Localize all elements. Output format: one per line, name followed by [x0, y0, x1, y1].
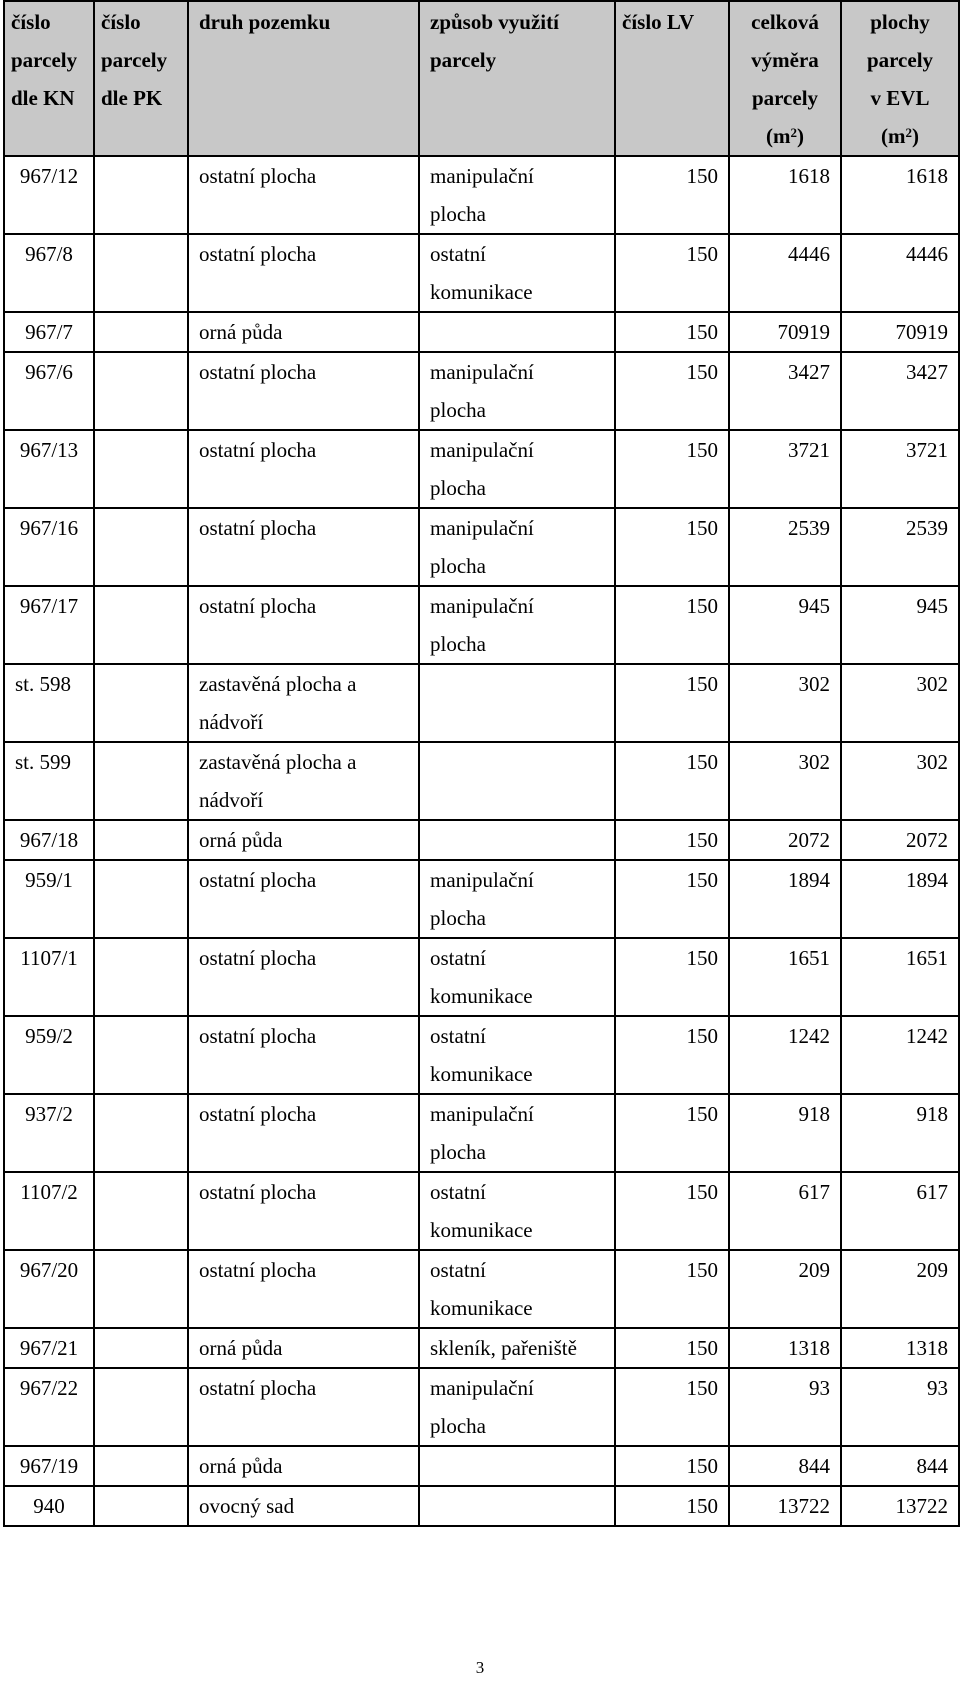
header-text: plochy	[870, 10, 930, 34]
cell-evl: 617	[841, 1172, 959, 1250]
header-unit	[848, 117, 952, 155]
cell-zpusob	[419, 1016, 615, 1094]
cell-line: plocha	[430, 632, 486, 656]
cell-zpusob	[419, 508, 615, 586]
cell-evl: 918	[841, 1094, 959, 1172]
cell-parcel-pk	[94, 1250, 188, 1328]
cell-vymera: 1651	[729, 938, 841, 1016]
cell-line: komunikace	[430, 984, 533, 1008]
cell-lv: 150	[615, 860, 729, 938]
cell-druh	[188, 938, 419, 1016]
table-row	[4, 664, 959, 742]
cell-vymera: 918	[729, 1094, 841, 1172]
cell-line: plocha	[430, 202, 486, 226]
cell-evl: 70919	[841, 312, 959, 352]
cell-zpusob	[419, 1486, 615, 1526]
header-text: dle PK	[101, 86, 163, 110]
cell-druh	[188, 430, 419, 508]
cell-lv: 150	[615, 1486, 729, 1526]
cell-evl: 302	[841, 664, 959, 742]
table-row	[4, 234, 959, 312]
cell-parcel-pk	[94, 664, 188, 742]
cell-lv: 150	[615, 352, 729, 430]
cell-parcel-pk	[94, 234, 188, 312]
cell-parcel-kn: 937/2	[4, 1094, 94, 1172]
table-row	[4, 1446, 959, 1486]
unit-close: )	[912, 124, 919, 148]
header-text: celková	[751, 10, 819, 34]
cell-line: plocha	[430, 398, 486, 422]
cell-parcel-kn: 967/13	[4, 430, 94, 508]
cell-parcel-pk	[94, 860, 188, 938]
cell-line: komunikace	[430, 1218, 533, 1242]
cell-druh	[188, 312, 419, 352]
cell-druh	[188, 1172, 419, 1250]
cell-vymera: 1318	[729, 1328, 841, 1368]
cell-evl: 1894	[841, 860, 959, 938]
cell-line: ostatní plocha	[199, 242, 317, 266]
cell-lv: 150	[615, 1094, 729, 1172]
cell-line: komunikace	[430, 1062, 533, 1086]
header-text: dle KN	[11, 86, 75, 110]
cell-parcel-kn: 1107/1	[4, 938, 94, 1016]
cell-line: ostatní plocha	[199, 868, 317, 892]
cell-parcel-pk	[94, 586, 188, 664]
header-parcel-kn	[4, 1, 94, 156]
cell-line: ostatní	[430, 946, 486, 970]
cell-parcel-kn: st. 599	[4, 742, 94, 820]
cell-parcel-pk	[94, 1172, 188, 1250]
cell-line: ostatní plocha	[199, 946, 317, 970]
header-text: parcely	[11, 48, 78, 72]
cell-line: ostatní plocha	[199, 516, 317, 540]
cell-lv: 150	[615, 1368, 729, 1446]
cell-line: plocha	[430, 906, 486, 930]
table-row	[4, 742, 959, 820]
cell-line: ostatní	[430, 1024, 486, 1048]
cell-line: komunikace	[430, 280, 533, 304]
cell-parcel-kn: 967/19	[4, 1446, 94, 1486]
cell-line: ostatní plocha	[199, 438, 317, 462]
cell-vymera: 70919	[729, 312, 841, 352]
cell-druh	[188, 586, 419, 664]
table-row	[4, 586, 959, 664]
cell-lv: 150	[615, 430, 729, 508]
cell-druh	[188, 1016, 419, 1094]
header-parcel-pk	[94, 1, 188, 156]
cell-parcel-kn: 967/7	[4, 312, 94, 352]
header-text: parcely	[101, 48, 168, 72]
cell-line: orná půda	[199, 828, 283, 852]
cell-zpusob	[419, 156, 615, 234]
cell-druh	[188, 352, 419, 430]
cell-line: orná půda	[199, 1336, 283, 1360]
cell-line: ostatní plocha	[199, 1376, 317, 1400]
cell-parcel-kn: 959/1	[4, 860, 94, 938]
header-text: v EVL	[870, 86, 930, 110]
table-row	[4, 156, 959, 234]
header-text: parcely	[430, 48, 497, 72]
cell-line: ostatní plocha	[199, 1024, 317, 1048]
cell-line: ostatní	[430, 242, 486, 266]
header-zpusob-vyuziti	[419, 1, 615, 156]
header-druh-pozemku	[188, 1, 419, 156]
cell-lv: 150	[615, 1446, 729, 1486]
unit-base: (m	[766, 124, 791, 148]
cell-vymera: 302	[729, 664, 841, 742]
cell-line: manipulační	[430, 1102, 534, 1126]
cell-line: ostatní	[430, 1258, 486, 1282]
header-text: výměra	[751, 48, 819, 72]
cell-vymera: 617	[729, 1172, 841, 1250]
cell-zpusob	[419, 1094, 615, 1172]
cell-parcel-pk	[94, 1328, 188, 1368]
cell-zpusob	[419, 586, 615, 664]
cell-druh	[188, 860, 419, 938]
cell-line: orná půda	[199, 320, 283, 344]
cell-line: orná půda	[199, 1454, 283, 1478]
unit-exponent: 2	[790, 125, 797, 140]
page-number: 3	[475, 1658, 485, 1677]
cell-line: ostatní plocha	[199, 594, 317, 618]
cell-lv: 150	[615, 664, 729, 742]
table-row	[4, 820, 959, 860]
table-row	[4, 352, 959, 430]
cell-vymera: 2539	[729, 508, 841, 586]
cell-parcel-pk	[94, 1368, 188, 1446]
cell-parcel-pk	[94, 742, 188, 820]
cell-evl: 4446	[841, 234, 959, 312]
cell-line: ovocný sad	[199, 1494, 295, 1518]
cell-lv: 150	[615, 1250, 729, 1328]
cell-druh	[188, 742, 419, 820]
cell-line: manipulační	[430, 594, 534, 618]
cell-zpusob	[419, 1172, 615, 1250]
table-row	[4, 508, 959, 586]
cell-parcel-pk	[94, 820, 188, 860]
cell-parcel-pk	[94, 1486, 188, 1526]
cell-zpusob	[419, 938, 615, 1016]
table-body	[4, 156, 959, 1526]
cell-vymera: 13722	[729, 1486, 841, 1526]
cell-zpusob	[419, 1328, 615, 1368]
header-text: parcely	[866, 48, 934, 72]
cell-parcel-kn: 967/12	[4, 156, 94, 234]
cell-evl: 13722	[841, 1486, 959, 1526]
header-text: číslo	[101, 10, 141, 34]
cell-parcel-pk	[94, 430, 188, 508]
cell-parcel-pk	[94, 1446, 188, 1486]
table-header-row	[4, 1, 959, 156]
cell-evl: 2072	[841, 820, 959, 860]
cell-line: zastavěná plocha a	[199, 750, 357, 774]
cell-evl: 3427	[841, 352, 959, 430]
header-text: parcely	[751, 86, 819, 110]
cell-druh	[188, 664, 419, 742]
cell-druh	[188, 508, 419, 586]
cell-parcel-kn: 967/8	[4, 234, 94, 312]
cell-druh	[188, 156, 419, 234]
cell-lv: 150	[615, 234, 729, 312]
cell-zpusob	[419, 430, 615, 508]
cell-evl: 3721	[841, 430, 959, 508]
table-row	[4, 312, 959, 352]
cell-vymera: 209	[729, 1250, 841, 1328]
cell-line: plocha	[430, 1140, 486, 1164]
table-row	[4, 430, 959, 508]
cell-parcel-kn: 940	[4, 1486, 94, 1526]
cell-line: plocha	[430, 1414, 486, 1438]
cell-vymera: 1618	[729, 156, 841, 234]
cell-druh	[188, 234, 419, 312]
cell-druh	[188, 1328, 419, 1368]
cell-vymera: 4446	[729, 234, 841, 312]
header-text: číslo	[11, 10, 51, 34]
cell-evl: 1318	[841, 1328, 959, 1368]
cell-line: ostatní plocha	[199, 360, 317, 384]
table-row	[4, 1328, 959, 1368]
header-plochy-evl	[841, 1, 959, 156]
cell-parcel-pk	[94, 1094, 188, 1172]
cell-zpusob	[419, 664, 615, 742]
table-row	[4, 938, 959, 1016]
cell-druh	[188, 1094, 419, 1172]
cell-druh	[188, 1368, 419, 1446]
cell-zpusob	[419, 820, 615, 860]
cell-parcel-kn: 967/6	[4, 352, 94, 430]
cell-evl: 1242	[841, 1016, 959, 1094]
unit-exponent: 2	[905, 125, 912, 140]
table-row	[4, 1368, 959, 1446]
cell-line: manipulační	[430, 516, 534, 540]
cell-line: manipulační	[430, 1376, 534, 1400]
cell-parcel-kn: 959/2	[4, 1016, 94, 1094]
cell-line: ostatní plocha	[199, 164, 317, 188]
header-text: číslo LV	[622, 10, 695, 34]
cell-lv: 150	[615, 1328, 729, 1368]
cell-line: ostatní	[430, 1180, 486, 1204]
cell-druh	[188, 820, 419, 860]
cell-evl: 93	[841, 1368, 959, 1446]
header-spacer	[11, 117, 87, 155]
table-row	[4, 1250, 959, 1328]
parcel-table	[3, 0, 960, 1527]
cell-lv: 150	[615, 820, 729, 860]
cell-zpusob	[419, 234, 615, 312]
cell-line: ostatní plocha	[199, 1258, 317, 1282]
cell-vymera: 945	[729, 586, 841, 664]
cell-lv: 150	[615, 1016, 729, 1094]
cell-lv: 150	[615, 1172, 729, 1250]
cell-line: manipulační	[430, 164, 534, 188]
cell-parcel-kn: 1107/2	[4, 1172, 94, 1250]
cell-vymera: 844	[729, 1446, 841, 1486]
cell-zpusob	[419, 312, 615, 352]
cell-vymera: 3721	[729, 430, 841, 508]
header-cislo-lv	[615, 1, 729, 156]
cell-parcel-kn: 967/22	[4, 1368, 94, 1446]
table-row	[4, 860, 959, 938]
cell-vymera: 302	[729, 742, 841, 820]
cell-parcel-pk	[94, 1016, 188, 1094]
cell-parcel-kn: 967/17	[4, 586, 94, 664]
cell-druh	[188, 1486, 419, 1526]
cell-zpusob	[419, 1446, 615, 1486]
header-text: druh pozemku	[199, 10, 331, 34]
cell-line: manipulační	[430, 868, 534, 892]
cell-zpusob	[419, 352, 615, 430]
header-text: způsob využití	[430, 10, 559, 34]
cell-line: skleník, pařeniště	[430, 1336, 577, 1360]
header-unit	[736, 117, 834, 155]
cell-evl: 945	[841, 586, 959, 664]
cell-evl: 209	[841, 1250, 959, 1328]
cell-line: nádvoří	[199, 710, 264, 734]
cell-line: nádvoří	[199, 788, 264, 812]
cell-parcel-kn: 967/18	[4, 820, 94, 860]
cell-line: plocha	[430, 476, 486, 500]
cell-line: manipulační	[430, 438, 534, 462]
unit-base: (m	[881, 124, 906, 148]
cell-line: ostatní plocha	[199, 1102, 317, 1126]
cell-parcel-pk	[94, 156, 188, 234]
cell-lv: 150	[615, 508, 729, 586]
cell-parcel-kn: 967/21	[4, 1328, 94, 1368]
cell-evl: 1651	[841, 938, 959, 1016]
cell-druh	[188, 1446, 419, 1486]
cell-vymera: 1894	[729, 860, 841, 938]
cell-evl: 2539	[841, 508, 959, 586]
unit-close: )	[797, 124, 804, 148]
cell-evl: 302	[841, 742, 959, 820]
table-row	[4, 1094, 959, 1172]
cell-evl: 844	[841, 1446, 959, 1486]
cell-lv: 150	[615, 742, 729, 820]
cell-evl: 1618	[841, 156, 959, 234]
cell-zpusob	[419, 1368, 615, 1446]
cell-line: plocha	[430, 554, 486, 578]
cell-zpusob	[419, 860, 615, 938]
table-row	[4, 1016, 959, 1094]
cell-parcel-kn: 967/20	[4, 1250, 94, 1328]
cell-line: komunikace	[430, 1296, 533, 1320]
cell-parcel-kn: st. 598	[4, 664, 94, 742]
table-row	[4, 1486, 959, 1526]
cell-lv: 150	[615, 586, 729, 664]
cell-vymera: 3427	[729, 352, 841, 430]
cell-vymera: 2072	[729, 820, 841, 860]
cell-parcel-pk	[94, 508, 188, 586]
cell-lv: 150	[615, 938, 729, 1016]
cell-line: zastavěná plocha a	[199, 672, 357, 696]
cell-druh	[188, 1250, 419, 1328]
table-row	[4, 1172, 959, 1250]
cell-parcel-pk	[94, 938, 188, 1016]
cell-lv: 150	[615, 156, 729, 234]
cell-line: manipulační	[430, 360, 534, 384]
cell-line: ostatní plocha	[199, 1180, 317, 1204]
cell-parcel-pk	[94, 352, 188, 430]
header-celkova-vymera	[729, 1, 841, 156]
cell-parcel-kn: 967/16	[4, 508, 94, 586]
cell-vymera: 1242	[729, 1016, 841, 1094]
cell-vymera: 93	[729, 1368, 841, 1446]
cell-lv: 150	[615, 312, 729, 352]
cell-zpusob	[419, 1250, 615, 1328]
cell-parcel-pk	[94, 312, 188, 352]
cell-zpusob	[419, 742, 615, 820]
